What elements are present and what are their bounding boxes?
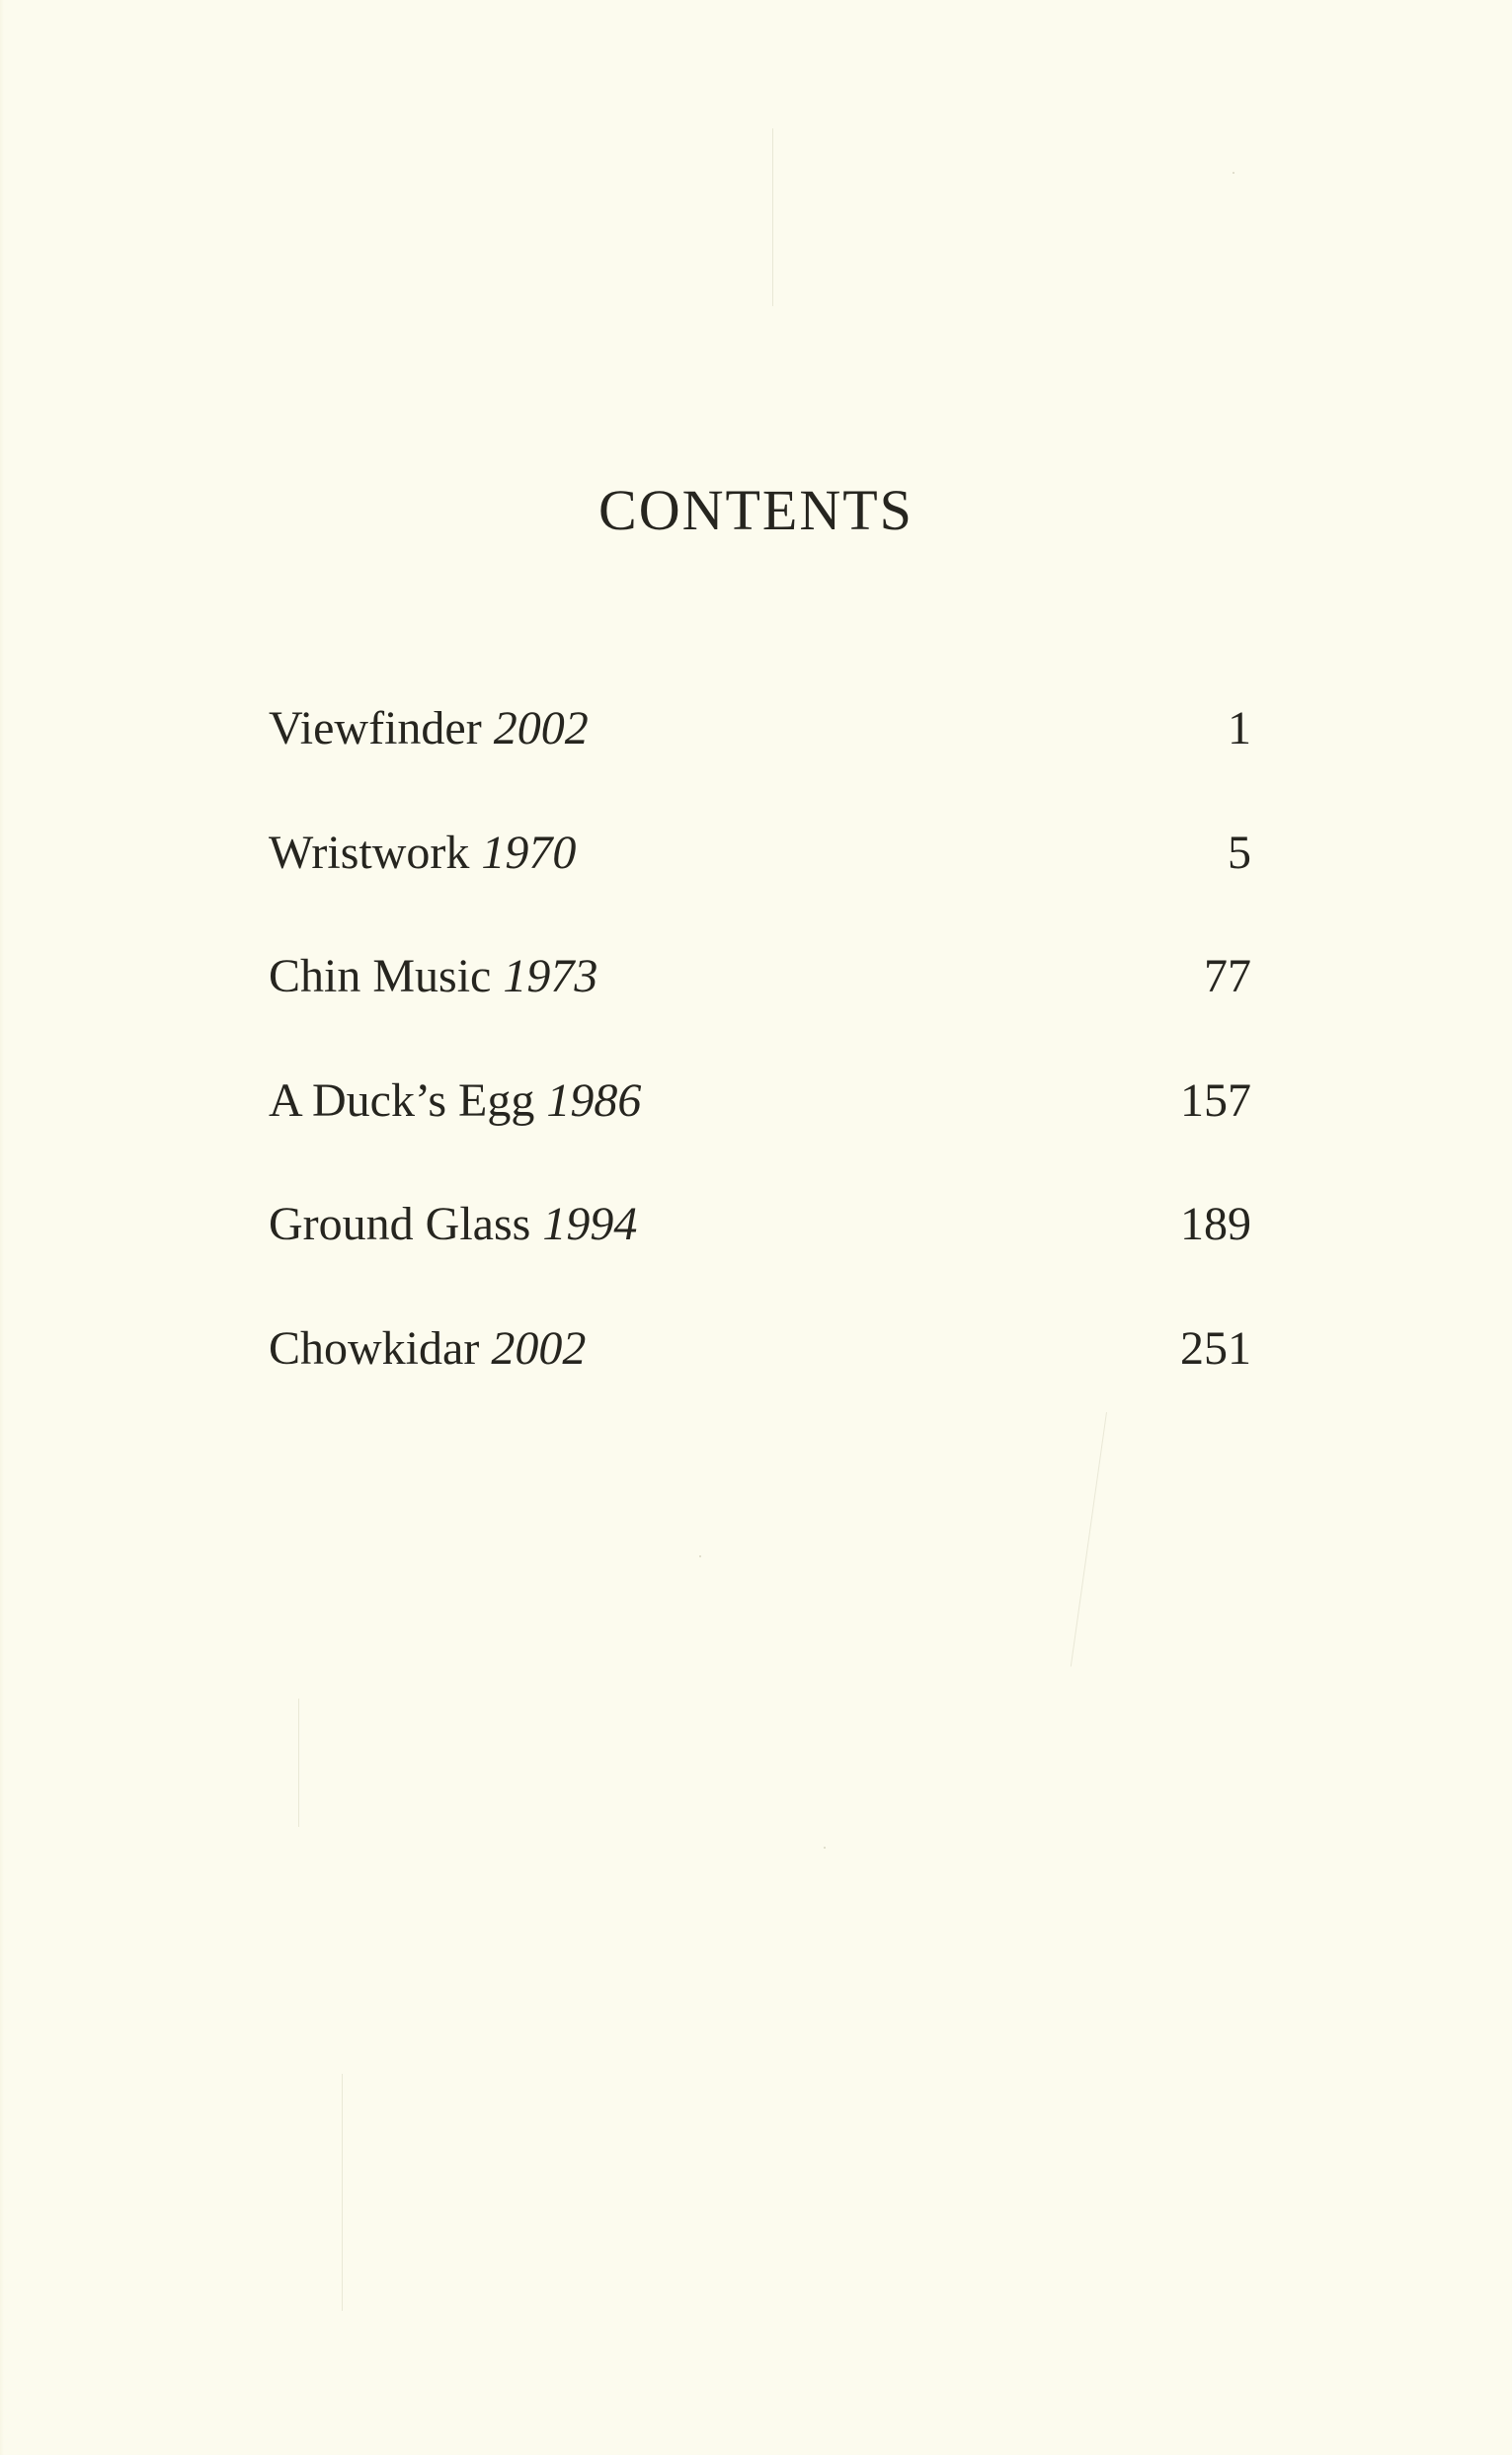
toc-entry-chowkidar — [269, 1311, 1251, 1436]
toc-entry-page-number: 1 — [1228, 702, 1251, 754]
table-of-contents — [269, 691, 1251, 1435]
toc-entry-title: A Duck’s Egg — [269, 1073, 535, 1127]
scan-line-bottom-left — [342, 2074, 343, 2311]
toc-entry-label — [269, 950, 598, 1002]
toc-entry-viewfinder — [269, 691, 1251, 816]
toc-entry-title: Chowkidar — [269, 1321, 480, 1375]
toc-entry-page-number: 251 — [1180, 1321, 1251, 1375]
toc-entry-chin-music — [269, 939, 1251, 1064]
toc-entry-year: 2002 — [493, 702, 589, 754]
scan-dot-middle — [699, 1555, 701, 1557]
toc-entry-label — [269, 1198, 638, 1250]
toc-entry-title: Ground Glass — [269, 1198, 531, 1250]
scan-line-lower-left — [298, 1699, 299, 1827]
toc-entry-year: 1994 — [542, 1198, 638, 1250]
toc-entry-label — [269, 1073, 642, 1127]
toc-entry-ground-glass — [269, 1187, 1251, 1311]
toc-entry-page-number: 189 — [1180, 1198, 1251, 1250]
toc-entry-page-number: 5 — [1228, 826, 1251, 879]
scan-line-lower-right — [1071, 1412, 1107, 1667]
toc-entry-year: 2002 — [491, 1321, 587, 1375]
contents-heading: CONTENTS — [598, 478, 914, 542]
toc-entry-year: 1973 — [503, 950, 598, 1002]
toc-entry-title: Viewfinder — [269, 702, 482, 754]
toc-entry-wristwork — [269, 816, 1251, 940]
toc-entry-label — [269, 1321, 587, 1375]
toc-entry-a-ducks-egg — [269, 1064, 1251, 1188]
toc-entry-label — [269, 702, 589, 754]
toc-entry-title: Wristwork — [269, 826, 470, 879]
scan-dot-top-right — [1233, 172, 1234, 174]
toc-entry-year: 1970 — [481, 826, 577, 879]
scan-dot-lower — [824, 1847, 826, 1849]
toc-entry-year: 1986 — [546, 1073, 642, 1127]
toc-entry-label — [269, 826, 577, 879]
scan-line-top — [772, 128, 773, 306]
toc-entry-page-number: 77 — [1204, 950, 1251, 1002]
toc-entry-page-number: 157 — [1180, 1073, 1251, 1127]
toc-entry-title: Chin Music — [269, 950, 492, 1002]
